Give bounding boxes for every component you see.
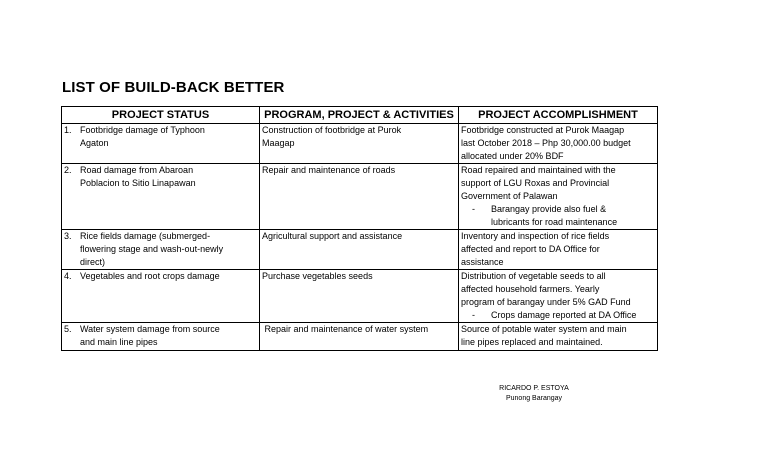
program-line: Agricultural support and assistance [262, 231, 403, 241]
status-line: Rice fields damage (submerged- [80, 231, 211, 241]
accomplishment-cell [459, 164, 658, 230]
signature-block [478, 384, 590, 404]
status-line: Water system damage from source [80, 324, 220, 334]
accomplishment-line: Footbridge constructed at Purok Maagap [461, 125, 625, 135]
program-line: Repair and maintenance of water system [262, 324, 429, 334]
project-status-text [80, 270, 257, 283]
program-cell [260, 270, 459, 323]
program-line: Maagap [262, 138, 295, 148]
table-header-row [62, 107, 658, 124]
bullet-line: lubricants for road maintenance [491, 217, 618, 227]
accomplishment-line: support of LGU Roxas and Provincial [461, 178, 610, 188]
accomplishment-line: line pipes replaced and maintained. [461, 337, 603, 347]
project-status-text [80, 230, 257, 269]
item-number: 5. [64, 324, 72, 334]
bullet-line: Barangay provide also fuel & [491, 204, 607, 214]
program-cell [260, 124, 459, 164]
accomplishment-line: Distribution of vegetable seeds to all [461, 271, 606, 281]
status-line: direct) [80, 257, 106, 267]
status-line: Road damage from Abaroan [80, 165, 194, 175]
status-line: Poblacion to Sitio Linapawan [80, 178, 196, 188]
table-row [62, 124, 658, 164]
accomplishment-cell [459, 230, 658, 270]
accomplishment-cell [459, 270, 658, 323]
project-status-text [80, 323, 257, 349]
dash-bullet-icon: - [472, 310, 475, 320]
item-number: 3. [64, 231, 72, 241]
bullet-text [491, 203, 617, 229]
accomplishment-line: assistance [461, 257, 504, 267]
dash-bullet-icon: - [472, 204, 475, 214]
accomplishment-line: Source of potable water system and main [461, 324, 627, 334]
item-number: 1. [64, 125, 72, 135]
project-status-cell [62, 164, 260, 230]
accomplishment-cell [459, 323, 658, 351]
accomplishment-line: Inventory and inspection of rice fields [461, 231, 610, 241]
project-status-cell [62, 230, 260, 270]
table-row [62, 270, 658, 323]
bullet-line: Crops damage reported at DA Office [491, 310, 637, 320]
header-project-accomplishment: PROJECT ACCOMPLISHMENT [459, 107, 658, 124]
document-title: LIST OF BUILD-BACK BETTER [62, 79, 285, 96]
status-line: flowering stage and wash-out-newly [80, 244, 224, 254]
accomplishment-line: allocated under 20% BDF [461, 151, 564, 161]
accomplishment-bullet [461, 309, 655, 322]
program-line: Purchase vegetables seeds [262, 271, 373, 281]
table-row [62, 164, 658, 230]
item-number: 2. [64, 165, 72, 175]
table-row [62, 230, 658, 270]
program-line: Construction of footbridge at Purok [262, 125, 402, 135]
program-cell [260, 230, 459, 270]
signatory-name: RICARDO P. ESTOYA [499, 385, 569, 392]
program-line: Repair and maintenance of roads [262, 165, 396, 175]
program-cell [260, 164, 459, 230]
signatory-position: Punong Barangay [505, 395, 563, 402]
project-status-text [80, 124, 257, 150]
status-line: Vegetables and root crops damage [80, 271, 220, 281]
project-status-cell [62, 270, 260, 323]
item-number: 4. [64, 271, 72, 281]
header-program-project-activities: PROGRAM, PROJECT & ACTIVITIES [260, 107, 459, 124]
accomplishment-line: affected and report to DA Office for [461, 244, 600, 254]
accomplishment-line: Road repaired and maintained with the [461, 165, 616, 175]
accomplishment-line: program of barangay under 5% GAD Fund [461, 297, 631, 307]
accomplishment-line: last October 2018 – Php 30,000.00 budget [461, 138, 631, 148]
status-line: Footbridge damage of Typhoon [80, 125, 205, 135]
program-cell [260, 323, 459, 351]
status-line: and main line pipes [80, 337, 158, 347]
accomplishment-bullet [461, 203, 655, 229]
project-status-cell [62, 124, 260, 164]
accomplishment-line: affected household farmers. Yearly [461, 284, 600, 294]
accomplishment-line: Government of Palawan [461, 191, 558, 201]
table-row [62, 323, 658, 351]
project-status-text [80, 164, 257, 190]
status-line: Agaton [80, 138, 109, 148]
accomplishment-cell [459, 124, 658, 164]
build-back-better-table [61, 106, 658, 351]
project-status-cell [62, 323, 260, 351]
header-project-status: PROJECT STATUS [62, 107, 260, 124]
